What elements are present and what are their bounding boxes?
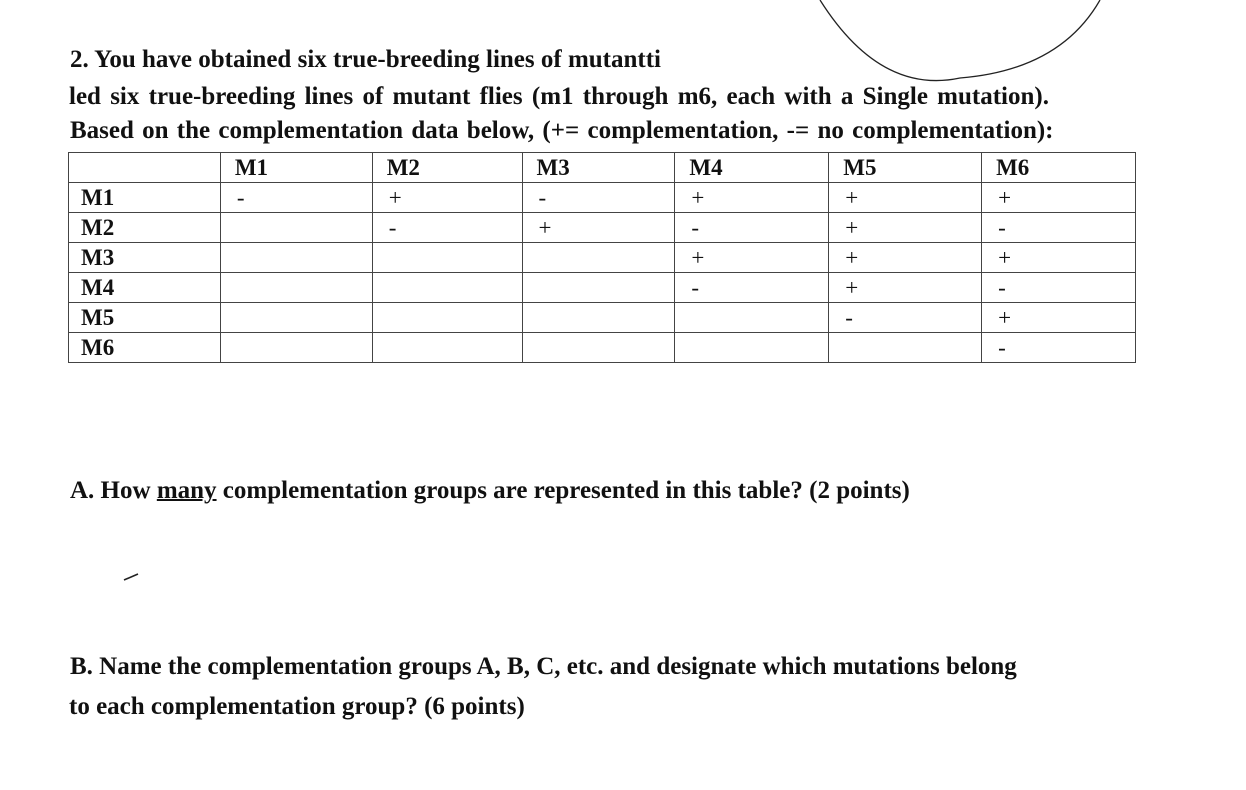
table-cell: + [829,183,982,213]
table-cell: + [522,213,675,243]
table-row [69,303,1136,333]
table-cell [522,243,675,273]
table-cell: - [372,213,522,243]
table-cell: - [982,213,1136,243]
table-cell [522,333,675,363]
table-cell: + [982,303,1136,333]
table-cell: - [522,183,675,213]
question-a-suffix: complementation groups are represented in this table? (2 points) [216,477,910,504]
table-cell [220,273,372,303]
table-cell [372,243,522,273]
table-cell: + [829,273,982,303]
question-a [70,478,910,503]
table-cell: + [982,243,1136,273]
pen-stroke-mark [122,572,140,582]
row-header: M5 [69,303,221,333]
table-row [69,273,1136,303]
question-2-line-2: led six true-breeding lines of mutant flies (m1 through m6, each with a Single mutation). [69,83,1049,110]
question-b-line-2: to each complementation group? (6 points) [69,693,525,720]
table-cell [220,213,372,243]
table-cell [522,303,675,333]
table-cell [220,303,372,333]
table-body [69,153,1136,363]
column-header: M4 [675,153,829,183]
question-a-underlined-word: many [156,477,217,504]
complementation-table [68,152,1136,363]
table-cell: + [675,183,829,213]
table-cell [372,273,522,303]
row-header: M6 [69,333,221,363]
column-header: M2 [372,153,522,183]
table-cell [522,273,675,303]
row-header: M2 [69,213,221,243]
table-cell: - [982,333,1136,363]
column-header: M5 [829,153,982,183]
table-row [69,213,1136,243]
row-header: M4 [69,273,221,303]
question-2-line-3: Based on the complementation data below, (+= complementation, -= no complementation): [70,117,1054,144]
table-cell [675,303,829,333]
table-cell: - [675,213,829,243]
table-cell [372,303,522,333]
table-cell: - [675,273,829,303]
table-row [69,183,1136,213]
table-cell: + [372,183,522,213]
table-cell: - [220,183,372,213]
table-cell [675,333,829,363]
table-cell [220,333,372,363]
hand-drawn-arc [800,0,1110,90]
header-row [69,153,1136,183]
table-cell [829,333,982,363]
table-cell: - [829,303,982,333]
table-cell [372,333,522,363]
question-2-line-1: 2. You have obtained six true-breeding lines of mutantti [70,46,662,73]
row-header: M1 [69,183,221,213]
corner-cell [69,153,221,183]
question-a-prefix: A. How [70,477,157,504]
table-cell: - [982,273,1136,303]
table-cell: + [829,243,982,273]
column-header: M1 [220,153,372,183]
table-row [69,243,1136,273]
table-row [69,333,1136,363]
table-cell: + [829,213,982,243]
table-cell: + [982,183,1136,213]
column-header: M6 [982,153,1136,183]
question-b-line-1: B. Name the complementation groups A, B, C, etc. and designate which mutations belong [70,653,1017,680]
row-header: M3 [69,243,221,273]
column-header: M3 [522,153,675,183]
table-cell [220,243,372,273]
table-cell: + [675,243,829,273]
